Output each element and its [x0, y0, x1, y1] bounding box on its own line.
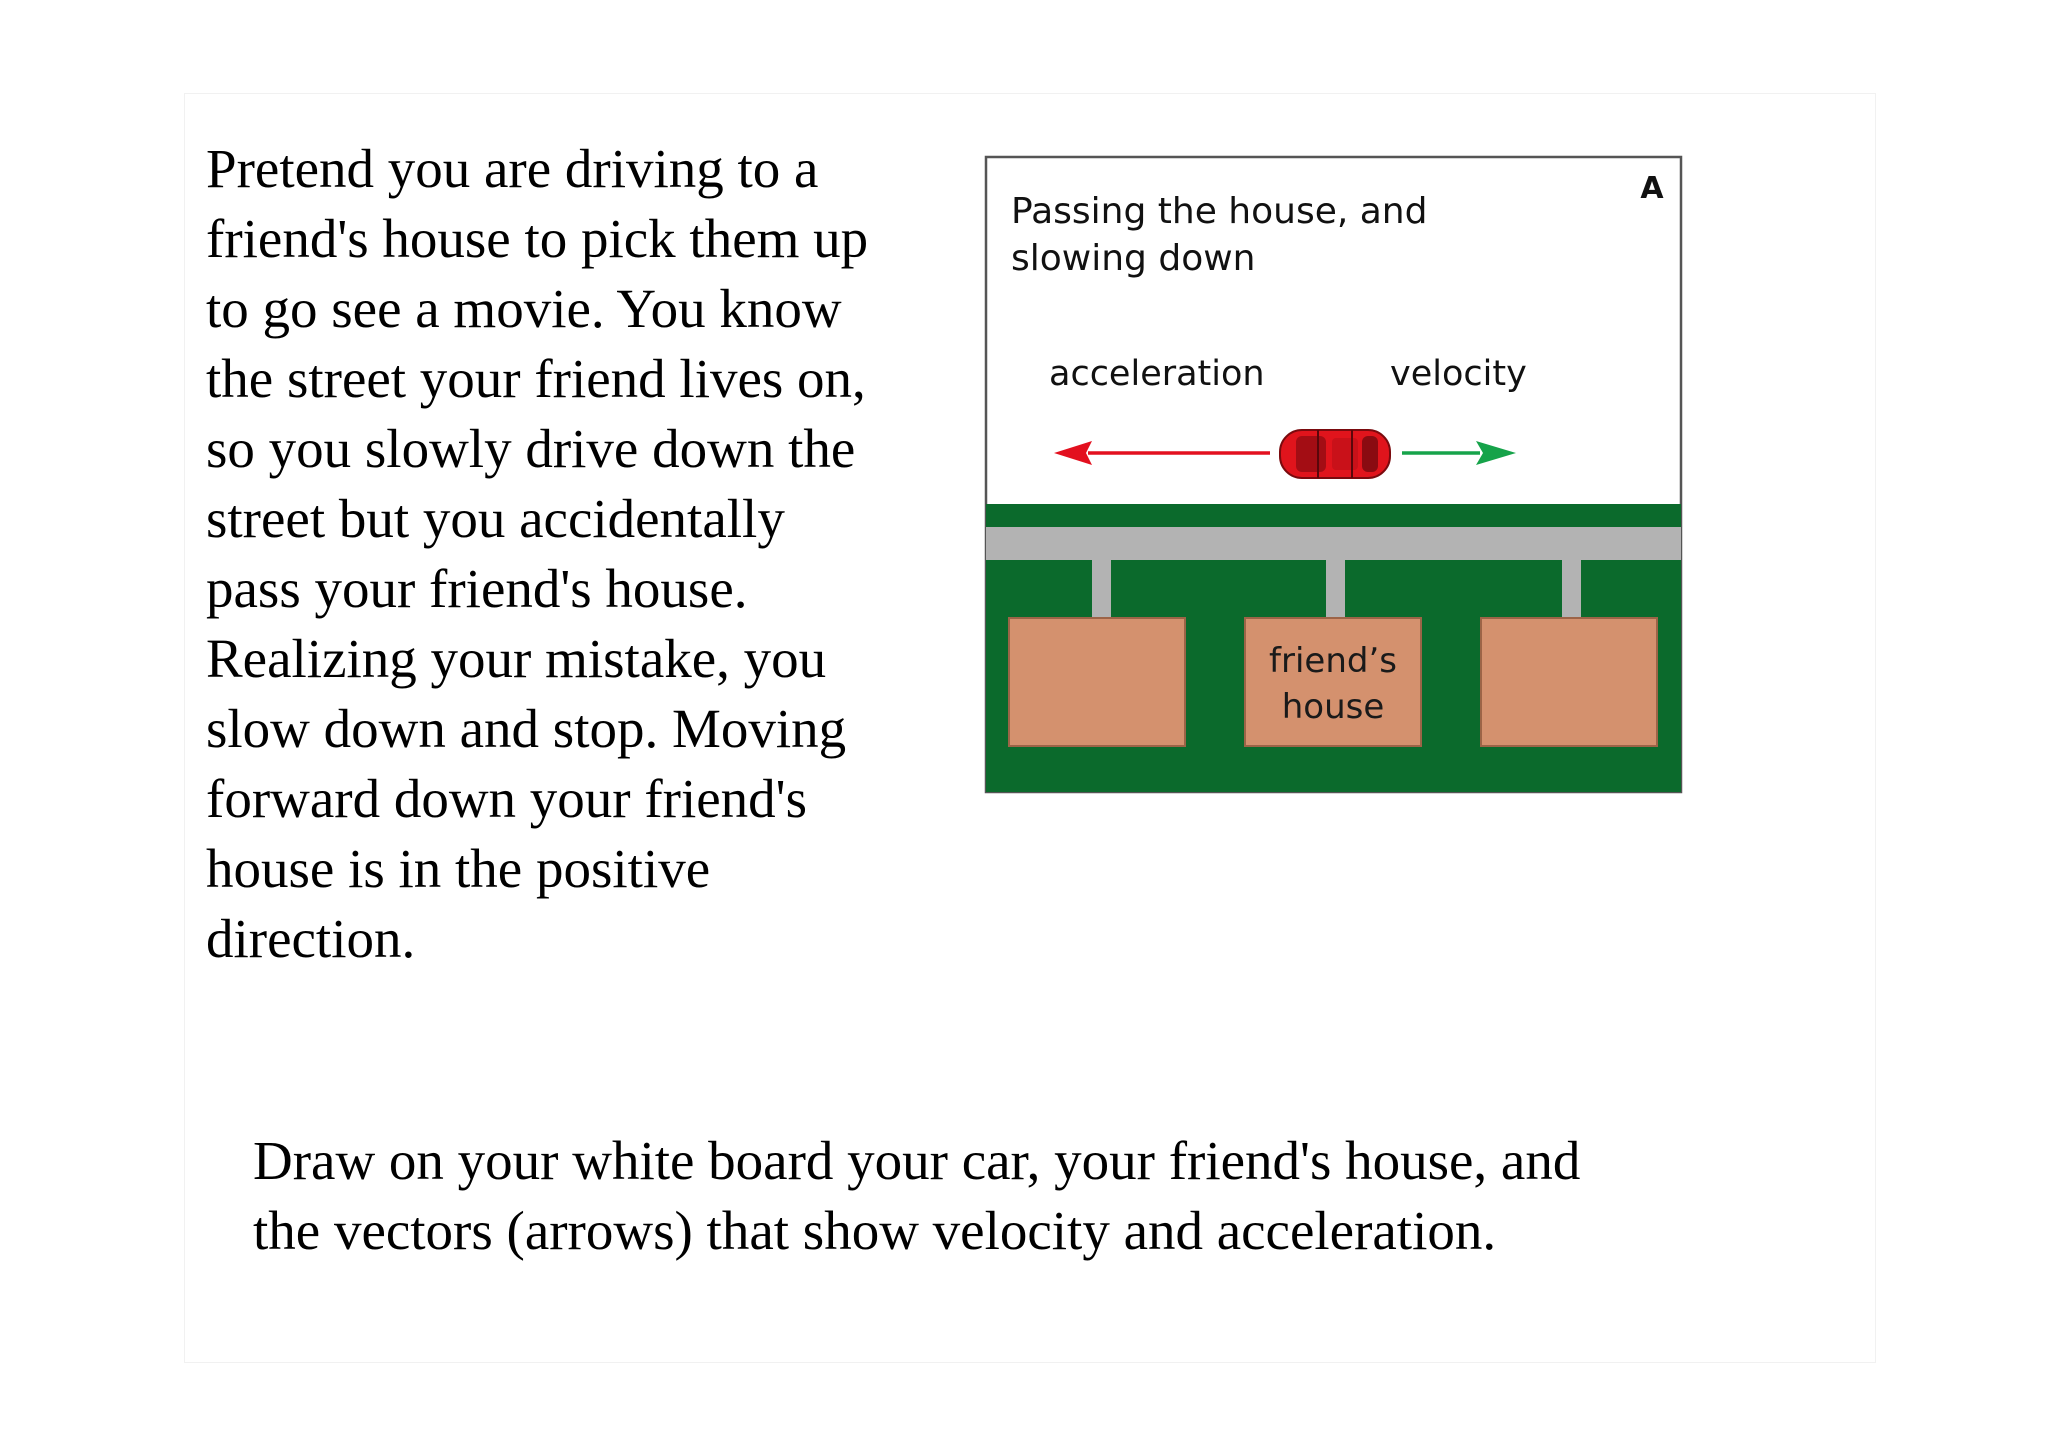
story-line: pass your friend's house.	[206, 558, 748, 619]
story-paragraph	[206, 134, 946, 974]
instruction-line: the vectors (arrows) that show velocity and acceleration.	[253, 1200, 1497, 1261]
velocity-label: velocity	[1390, 354, 1527, 394]
instruction-line: Draw on your white board your car, your friend's house, and	[253, 1130, 1581, 1191]
story-line: friend's house to pick them up	[206, 208, 869, 269]
acceleration-label: acceleration	[1049, 354, 1265, 394]
house-left	[1009, 618, 1185, 746]
road	[986, 527, 1681, 560]
story-line: Realizing your mistake, you	[206, 628, 827, 689]
story-line: slow down and stop. Moving	[206, 698, 847, 759]
story-line: Pretend you are driving to a	[206, 138, 819, 199]
driveway	[1562, 560, 1581, 618]
friends-house-label-line: house	[1281, 687, 1385, 727]
instruction-text	[253, 1126, 1753, 1266]
friends-house-label-line: friend’s	[1269, 641, 1397, 681]
story-line: house is in the positive	[206, 838, 711, 899]
story-line: forward down your friend's	[206, 768, 807, 829]
story-line: the street your friend lives on,	[206, 348, 866, 409]
diagram-caption-line: Passing the house, and	[1011, 191, 1428, 232]
panel-letter: A	[1640, 171, 1664, 206]
house-right	[1481, 618, 1657, 746]
story-line: so you slowly drive down the	[206, 418, 856, 479]
diagram-caption-line: slowing down	[1011, 238, 1256, 279]
story-line: to go see a movie. You know	[206, 278, 842, 339]
story-line: direction.	[206, 908, 416, 969]
story-line: street but you accidentally	[206, 488, 785, 549]
driveway	[1326, 560, 1345, 618]
car-icon	[1280, 430, 1390, 478]
motion-diagram	[980, 154, 1700, 804]
driveway	[1092, 560, 1111, 618]
